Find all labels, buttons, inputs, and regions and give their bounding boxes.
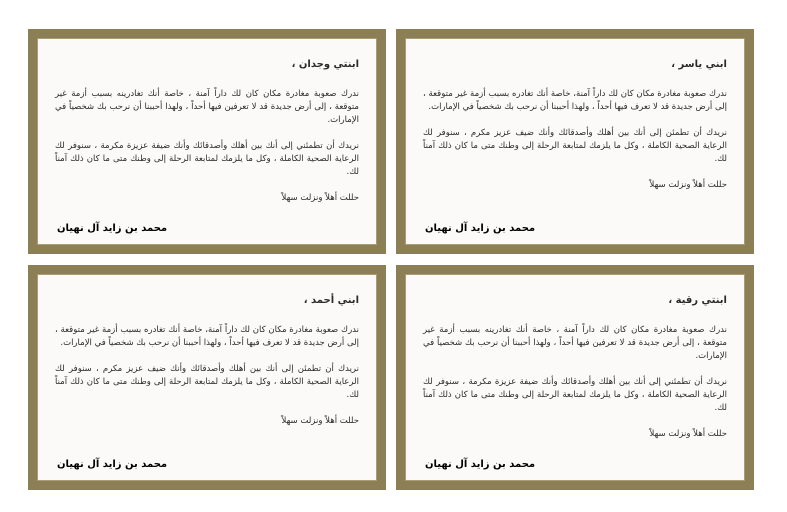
letter-paragraph-1: ندرك صعوبة مغادرة مكان كان لك داراً آمنة ، خاصة أنك تغادرينه بسبب أزمة غير متوقعة ، إلى أرض جديدة قد لا تعرفين فيها أحداً ، ولهذا أحببنا أن نرحب بك شخصياً في الإمارات. [423, 325, 727, 361]
letter-paragraph-1: ندرك صعوبة مغادرة مكان كان لك داراً آمنة، خاصة أنك تغادره بسبب أزمة غير متوقعة ، إلى أرض جديدة قد لا تعرف فيها أحداً ، ولهذا أحببنا أن نرحب بك شخصياً في الإمارات. [55, 325, 359, 348]
letter-paragraph-2: نريدك أن تطمئني إلى أنك بين أهلك وأصدقائك وأنك ضيفة عزيزة مكرمة ، سنوفر لك الرعاية الصحية الكاملة ، وكل ما يلزمك لمتابعة الرحلة إلى وطنك متى ما كان ذلك آمناً لك. [55, 141, 359, 177]
letter-signature: محمد بن زايد آل نهيان [425, 459, 536, 470]
letter-card-wejdan [28, 29, 386, 254]
letter-greeting: ابني أحمد ، [303, 295, 359, 306]
letter-signature: محمد بن زايد آل نهيان [425, 223, 536, 234]
letter-paragraph-2: نريدك أن تطمئني إلى أنك بين أهلك وأصدقائك وأنك ضيفة عزيزة مكرمة ، سنوفر لك الرعاية الصحية الكاملة ، وكل ما يلزمك لمتابعة الرحلة إلى وطنك متى ما كان ذلك آمناً لك. [423, 377, 727, 413]
letter-body [55, 58, 359, 233]
letter-body [423, 58, 727, 233]
letter-closing: حللت أهلاً ونزلت سهلاً [649, 429, 727, 439]
letter-card-ruqayya [396, 265, 754, 490]
letter-paragraph-2: نريدك أن تطمئن إلى أنك بين أهلك وأصدقائك وأنك ضيف عزيز مكرم ، سنوفر لك الرعاية الصحية الكاملة ، وكل ما يلزمك لمتابعة الرحلة إلى وطنك متى ما كان ذلك آمناً لك. [55, 364, 359, 400]
letter-greeting: ابنتي رقية ، [668, 295, 727, 306]
letter-signature: محمد بن زايد آل نهيان [57, 459, 168, 470]
letter-card-yasser [396, 29, 754, 254]
letter-body [55, 294, 359, 469]
letter-paragraph-1: ندرك صعوبة مغادرة مكان كان لك داراً آمنة ، خاصة أنك تغادرينه بسبب أزمة غير متوقعة ، إلى أرض جديدة قد لا تعرفين فيها أحداً ، ولهذا أحببنا أن نرحب بك شخصياً في الإمارات. [55, 89, 359, 125]
letter-closing: حللت أهلاً ونزلت سهلاً [281, 193, 359, 203]
letter-greeting: ابنتي وجدان ، [291, 59, 359, 70]
letter-closing: حللت أهلاً ونزلت سهلاً [649, 180, 727, 190]
letter-card-ahmed [28, 265, 386, 490]
letter-paragraph-1: ندرك صعوبة مغادرة مكان كان لك داراً آمنة، خاصة أنك تغادره بسبب أزمة غير متوقعة ، إلى أرض جديدة قد لا تعرف فيها أحداً ، ولهذا أحببنا أن نرحب بك شخصياً في الإمارات. [423, 89, 727, 112]
letter-closing: حللت أهلاً ونزلت سهلاً [281, 416, 359, 426]
letter-greeting: ابني ياسر ، [671, 59, 727, 70]
letter-body [423, 294, 727, 469]
letter-signature: محمد بن زايد آل نهيان [57, 223, 168, 234]
letter-paragraph-2: نريدك أن تطمئن إلى أنك بين أهلك وأصدقائك وأنك ضيف عزيز مكرم ، سنوفر لك الرعاية الصحية الكاملة ، وكل ما يلزمك لمتابعة الرحلة إلى وطنك متى ما كان ذلك آمناً لك. [423, 128, 727, 164]
